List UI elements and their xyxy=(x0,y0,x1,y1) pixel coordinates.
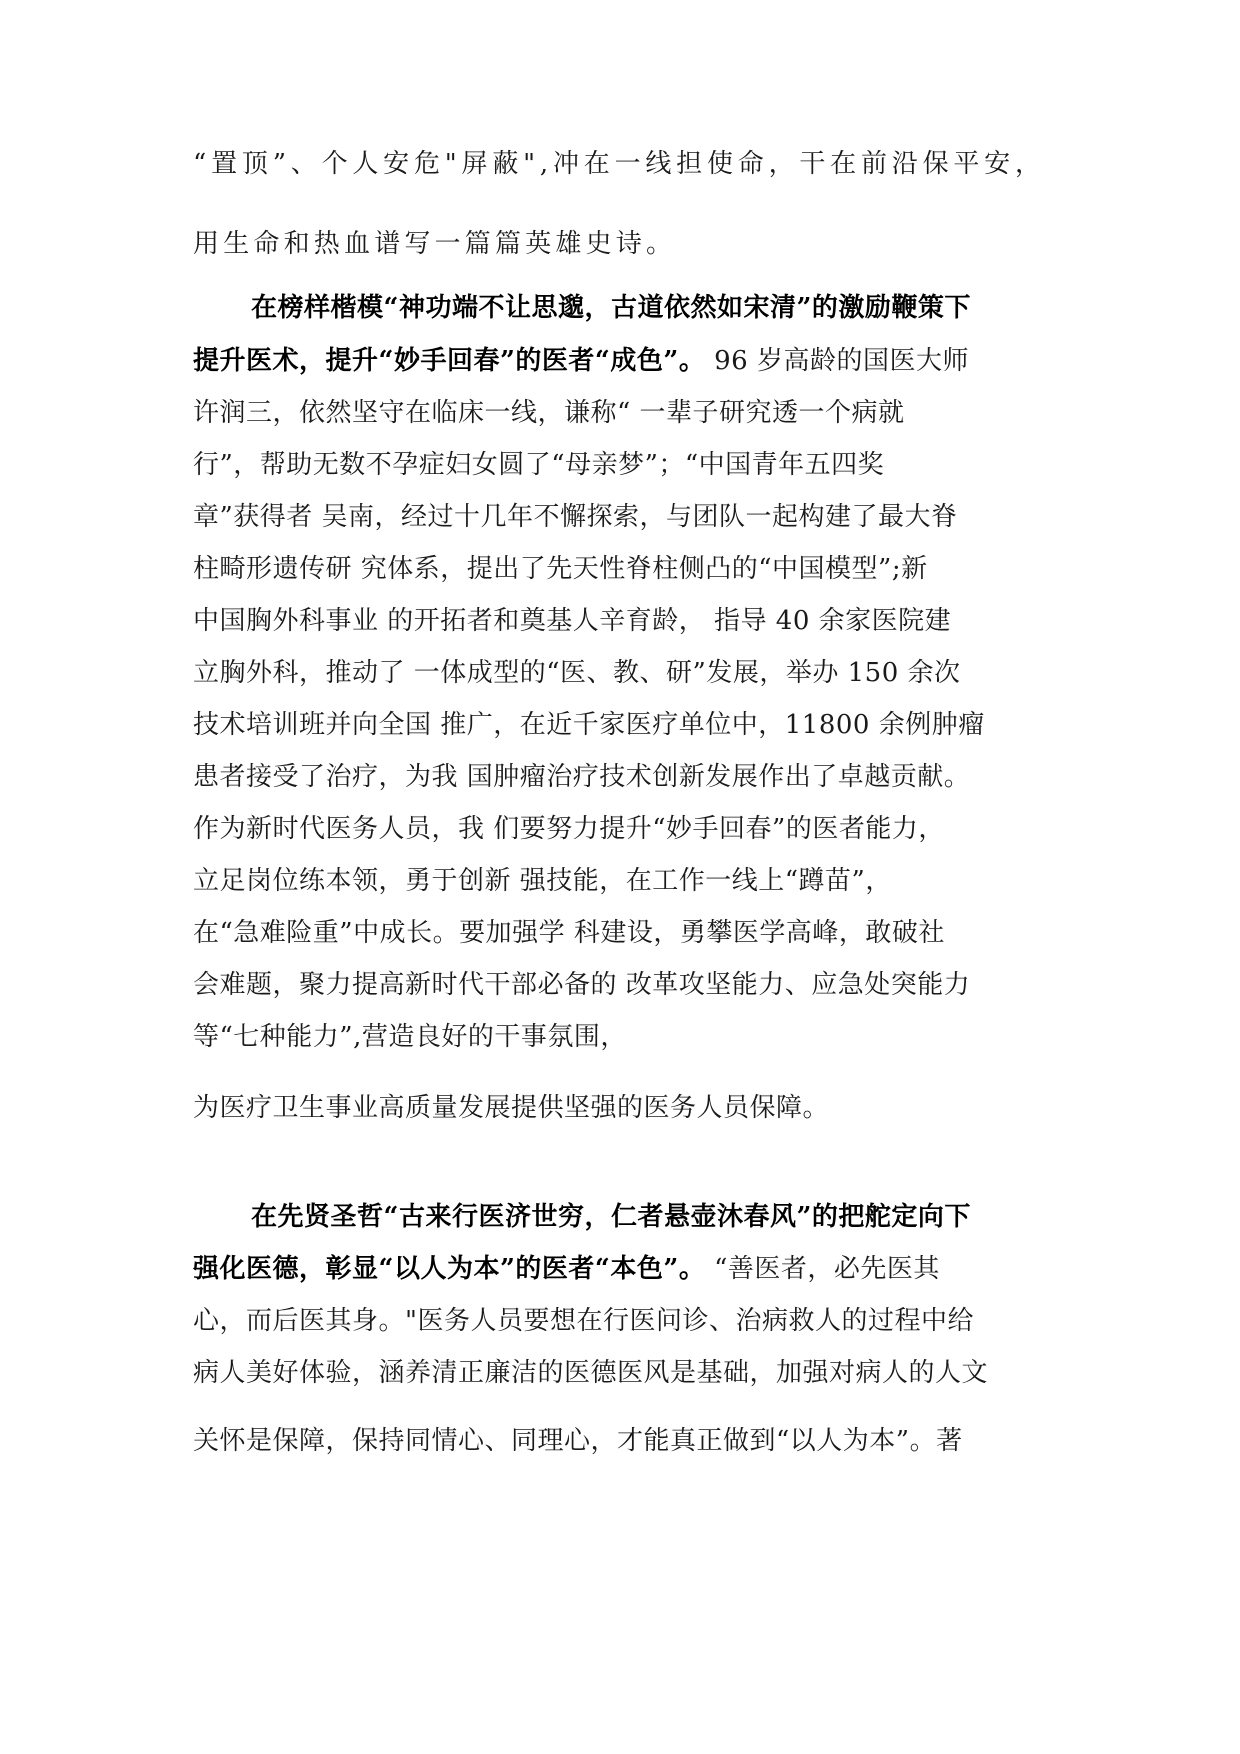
skill-heading-line-2 xyxy=(193,345,969,377)
skill-line-9: 作为新时代医务人员，我 们要努力提升“妙手回春”的医者能力， xyxy=(193,814,945,844)
skill-line-1: 许润三，依然坚守在临床一线，谦称“ 一辈子研究透一个病就 xyxy=(193,398,905,428)
skill-heading-tail: 96 岁高龄的国医大师 xyxy=(705,346,969,376)
skill-line-13: 等“七种能力”,营造良好的干事氛围， xyxy=(193,1022,627,1052)
skill-heading-bold: 提升医术，提升“妙手回春”的医者“成色”。 xyxy=(193,346,706,376)
skill-line-5: 中国胸外科事业 的开拓者和奠基人辛育龄， 指导 40 余家医院建 xyxy=(193,606,952,636)
intro-line-2: 用生命和热血谱写一篇篇英雄史诗。 xyxy=(193,229,677,259)
ethics-line-2: 病人美好体验，涵养清正廉洁的医德医风是基础，加强对病人的人文 xyxy=(193,1358,989,1388)
ethics-heading-tail: “善医者，必先医其 xyxy=(705,1254,940,1284)
ethics-line-3: 关怀是保障，保持同情心、同理心，才能真正做到“以人为本”。著 xyxy=(193,1426,963,1456)
ethics-heading-line-1: 在先贤圣哲“古来行医济世穷，仁者悬壶沐春风”的把舵定向下 xyxy=(251,1202,971,1232)
skill-line-14: 为医疗卫生事业高质量发展提供坚强的医务人员保障。 xyxy=(193,1093,830,1123)
skill-line-8: 患者接受了治疗，为我 国肿瘤治疗技术创新发展作出了卓越贡献。 xyxy=(193,762,971,792)
intro-line-1: “置顶”、个人安危"屏蔽",冲在一线担使命，干在前沿保平安， xyxy=(193,149,1046,179)
ethics-heading-bold: 强化医德，彰显“以人为本”的医者“本色”。 xyxy=(193,1254,706,1284)
skill-line-6: 立胸外科，推动了 一体成型的“医、教、研”发展，举办 150 余次 xyxy=(193,658,961,688)
skill-line-12: 会难题，聚力提高新时代干部必备的 改革攻坚能力、应急处突能力 xyxy=(193,970,971,1000)
skill-line-10: 立足岗位练本领，勇于创新 强技能，在工作一线上“蹲苗”， xyxy=(193,866,892,896)
skill-line-2: 行”，帮助无数不孕症妇女圆了“母亲梦”；“中国青年五四奖 xyxy=(193,450,885,480)
ethics-heading-line-2 xyxy=(193,1253,940,1285)
skill-line-7: 技术培训班并向全国 推广，在近千家医疗单位中，11800 余例肿瘤 xyxy=(193,710,985,740)
skill-line-11: 在“急难险重”中成长。要加强学 科建设，勇攀医学高峰，敢破社 xyxy=(193,918,945,948)
skill-heading-line-1: 在榜样楷模“神功端不让思邈，古道依然如宋清”的激励鞭策下 xyxy=(251,293,971,323)
skill-line-4: 柱畸形遗传研 究体系，提出了先天性脊柱侧凸的“中国模型”;新 xyxy=(193,554,928,584)
ethics-line-1: 心，而后医其身。"医务人员要想在行医问诊、治病救人的过程中给 xyxy=(193,1306,974,1336)
skill-line-3: 章”获得者 吴南，经过十几年不懈探索，与团队一起构建了最大脊 xyxy=(193,502,958,532)
